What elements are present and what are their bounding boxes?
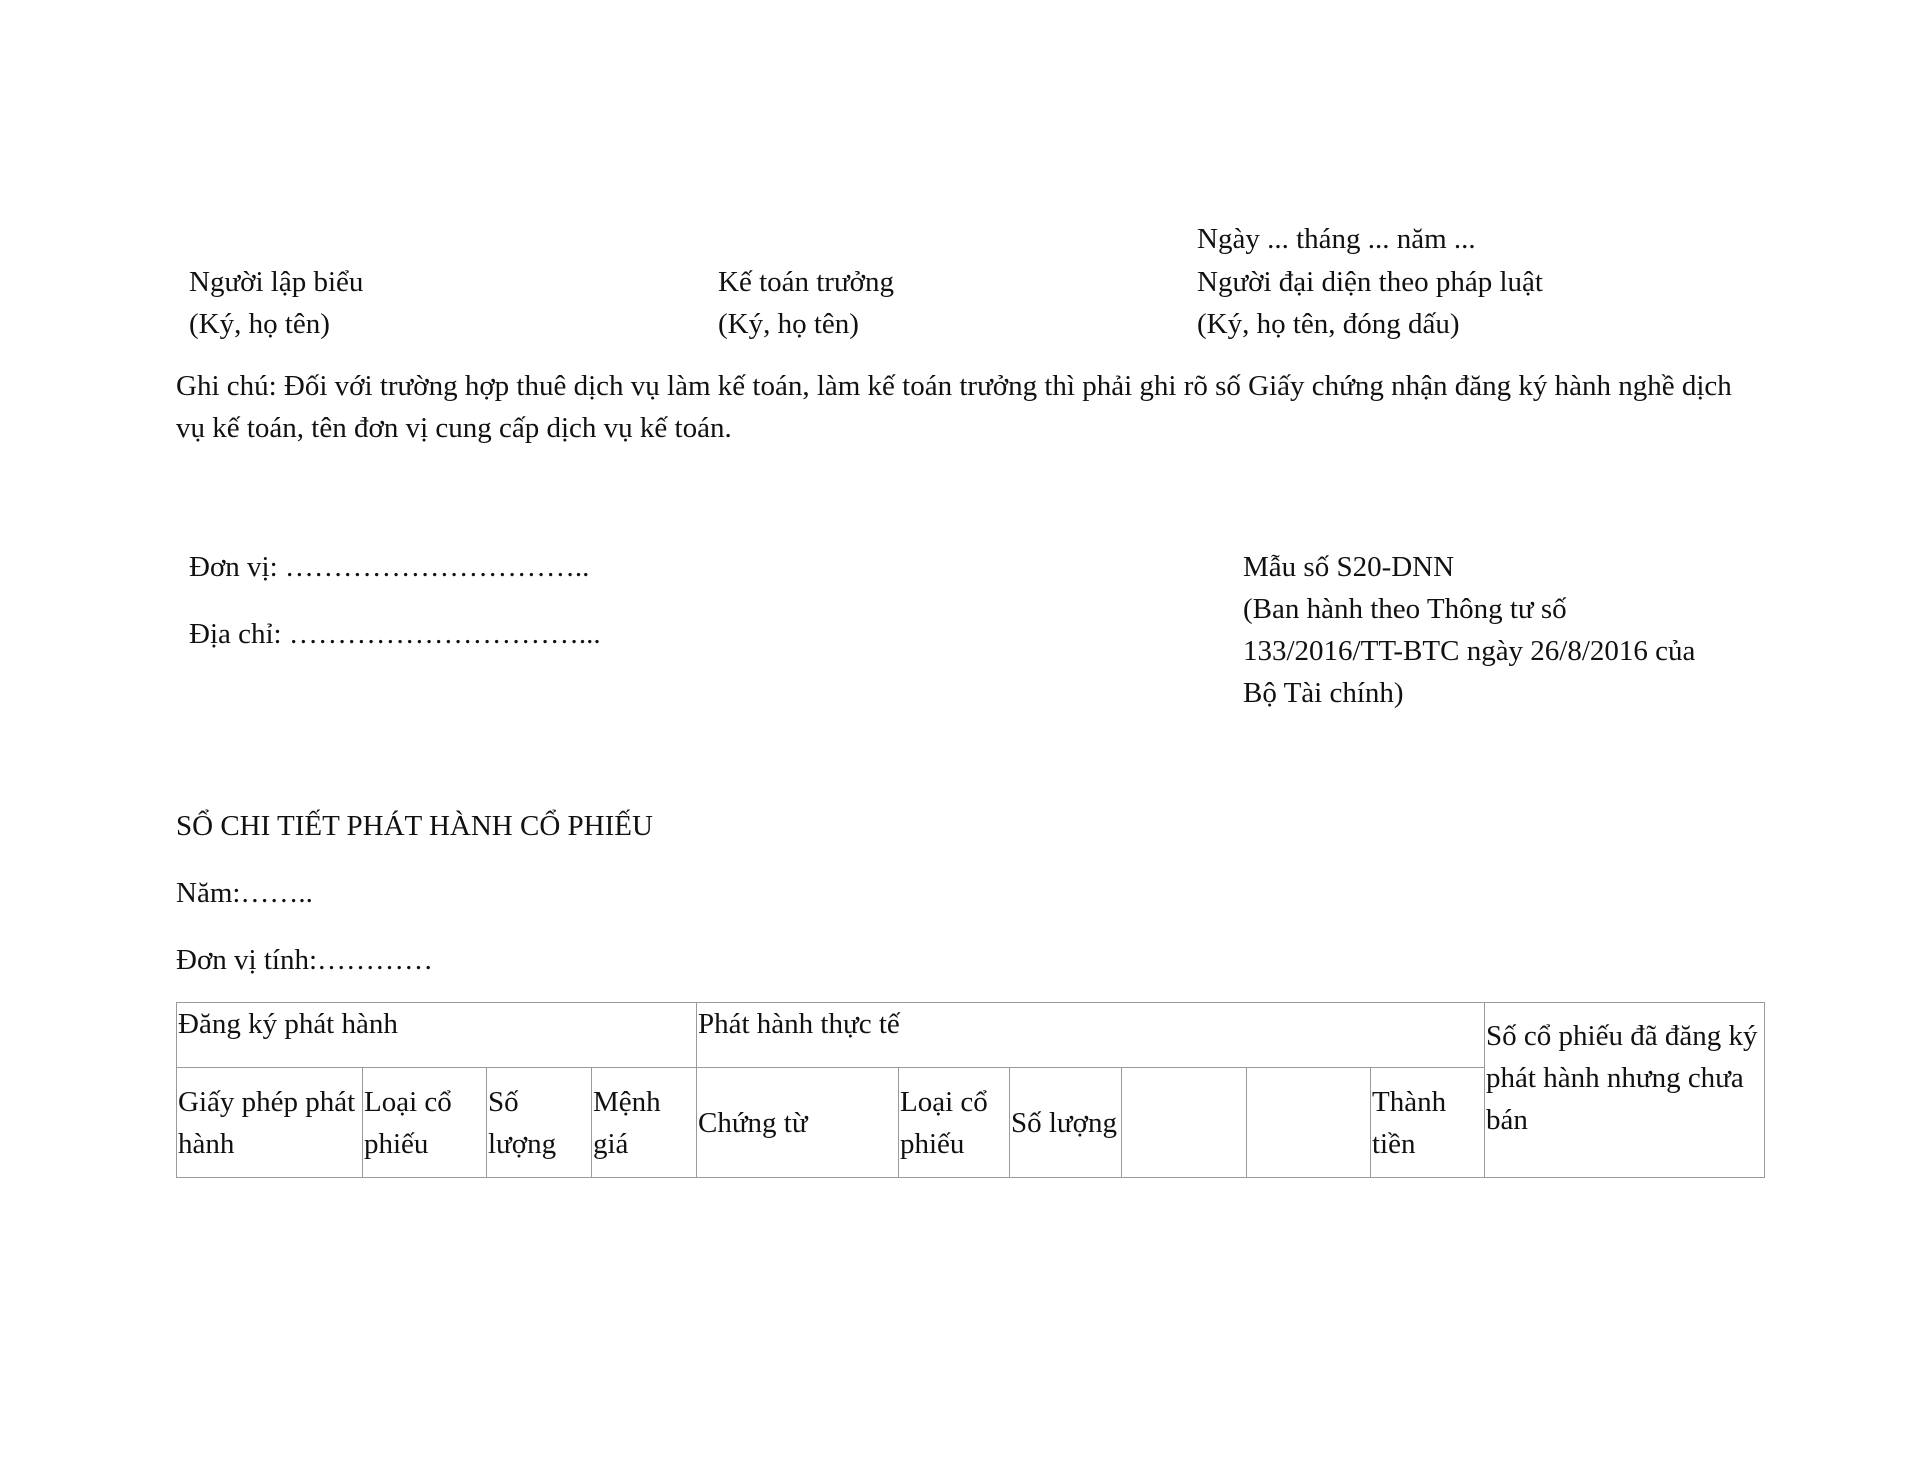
accounting-service-note: Ghi chú: Đối với trường hợp thuê dịch vụ làm kế toán, làm kế toán trưởng thì phải ghi rõ số Giấy chứng nhận đăng ký hành nghề dịch vụ kế toán, tên đơn vị cung cấp dịch vụ kế toán. [176, 370, 1732, 444]
legal-representative-title: Người đại diện theo pháp luật [1197, 266, 1543, 298]
form-number: Mẫu số S20-DNN [1243, 551, 1455, 583]
form-basis-line-2: 133/2016/TT-BTC ngày 26/8/2016 của [1243, 635, 1696, 667]
preparer-title: Người lập biểu [189, 266, 364, 298]
header-quantity-actual: Số lượng [1010, 1068, 1122, 1178]
header-actual-issuance: Phát hành thực tế [697, 1003, 1485, 1068]
header-quantity-registered: Số lượng [487, 1068, 592, 1178]
form-basis-line-1: (Ban hành theo Thông tư số [1243, 593, 1567, 625]
header-issuance-license: Giấy phép phát hành [177, 1068, 363, 1178]
header-blank-column-1 [1122, 1068, 1247, 1178]
unit-field: Đơn vị: ………………………….. [189, 551, 590, 583]
header-amount: Thành tiền [1371, 1068, 1485, 1178]
preparer-sign-note: (Ký, họ tên) [189, 308, 330, 340]
header-registered-issuance: Đăng ký phát hành [177, 1003, 697, 1068]
header-share-type-actual: Loại cổ phiếu [899, 1068, 1010, 1178]
form-basis-line-3: Bộ Tài chính) [1243, 677, 1404, 709]
unit-of-measure-field: Đơn vị tính:………… [176, 944, 434, 976]
header-voucher: Chứng từ [697, 1068, 899, 1178]
document-title: SỔ CHI TIẾT PHÁT HÀNH CỔ PHIẾU [176, 810, 653, 842]
date-line: Ngày ... tháng ... năm ... [1197, 223, 1476, 255]
header-par-value: Mệnh giá [592, 1068, 697, 1178]
chief-accountant-title: Kế toán trưởng [718, 266, 895, 298]
header-blank-column-2 [1247, 1068, 1371, 1178]
header-unsold-registered-shares: Số cổ phiếu đã đăng ký phát hành nhưng chưa bán [1485, 1003, 1765, 1178]
year-field: Năm:…….. [176, 877, 313, 909]
chief-accountant-sign-note: (Ký, họ tên) [718, 308, 859, 340]
share-issuance-table [176, 1002, 1765, 1178]
legal-representative-sign-note: (Ký, họ tên, đóng dấu) [1197, 308, 1460, 340]
address-field: Địa chỉ: …………………………... [189, 618, 601, 650]
header-share-type-registered: Loại cổ phiếu [363, 1068, 487, 1178]
